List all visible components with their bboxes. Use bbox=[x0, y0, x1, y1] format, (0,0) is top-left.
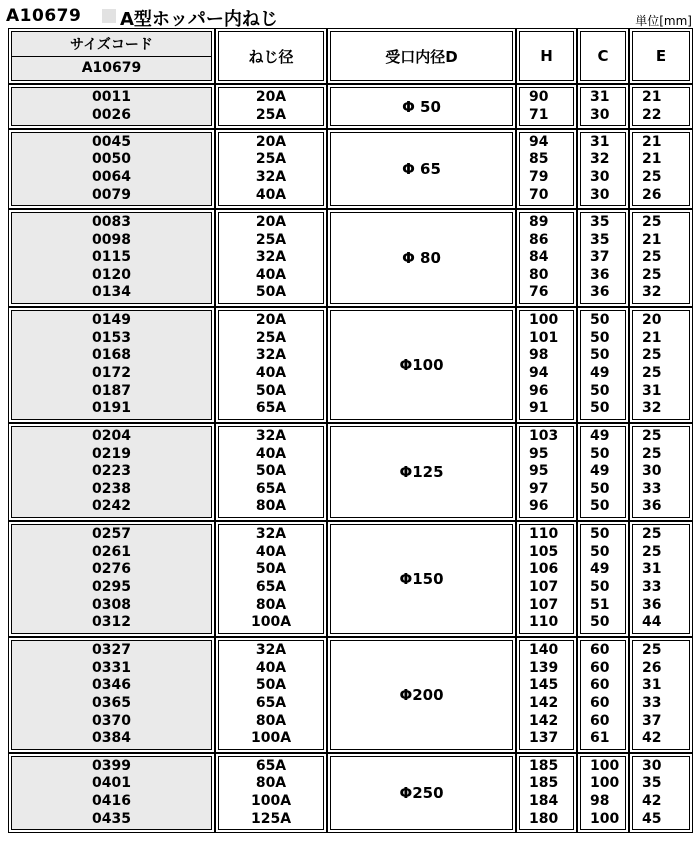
c-value: 50 bbox=[590, 543, 610, 560]
e-value: 25 bbox=[642, 428, 662, 445]
thread-size: 80A bbox=[255, 775, 287, 792]
e-value: 25 bbox=[642, 642, 662, 659]
thread-size: 40A bbox=[255, 659, 287, 676]
e-value: 31 bbox=[642, 382, 662, 399]
h-value: 105 bbox=[529, 543, 559, 560]
h-value: 97 bbox=[529, 480, 549, 497]
thread-size: 32A bbox=[255, 642, 287, 659]
size-code: 0083 bbox=[92, 214, 131, 231]
h-value: 106 bbox=[529, 561, 559, 578]
c-value: 49 bbox=[590, 561, 610, 578]
c-value: 50 bbox=[590, 526, 610, 543]
c-value: 50 bbox=[590, 445, 610, 462]
h-value: 85 bbox=[529, 151, 549, 168]
h-value: 145 bbox=[529, 677, 559, 694]
e-value: 33 bbox=[642, 695, 662, 711]
h-value: 76 bbox=[529, 284, 549, 301]
thread-size: 65A bbox=[255, 757, 287, 774]
thread-size: 65A bbox=[255, 695, 287, 711]
e-value: 42 bbox=[642, 793, 662, 809]
c-value: 30 bbox=[590, 186, 610, 203]
c-value: 36 bbox=[590, 284, 610, 301]
size-code-cell bbox=[11, 87, 212, 126]
thread-size: 100A bbox=[250, 793, 292, 809]
size-code: 0191 bbox=[92, 400, 131, 417]
e-value: 36 bbox=[642, 498, 662, 515]
e-value: 25 bbox=[642, 445, 662, 462]
size-code: 0045 bbox=[92, 133, 131, 150]
size-code: 0079 bbox=[92, 186, 131, 203]
e-value-cell bbox=[632, 212, 690, 304]
h-value: 71 bbox=[529, 106, 549, 123]
thread-size: 25A bbox=[255, 231, 287, 248]
thread-size: 20A bbox=[255, 214, 287, 231]
c-value: 98 bbox=[590, 793, 610, 809]
c-value-cell bbox=[580, 212, 626, 304]
c-value: 60 bbox=[590, 695, 610, 711]
h-value: 137 bbox=[529, 730, 559, 747]
bore-diameter-cell bbox=[330, 310, 513, 420]
size-code: 0149 bbox=[92, 312, 131, 329]
h-value: 96 bbox=[529, 498, 549, 515]
header-product-code: A10679 bbox=[81, 60, 142, 77]
h-value: 185 bbox=[529, 775, 559, 792]
thread-size: 25A bbox=[255, 106, 287, 123]
e-value: 32 bbox=[642, 400, 662, 417]
c-value-cell bbox=[580, 426, 626, 518]
e-value: 21 bbox=[642, 151, 662, 168]
c-value-cell bbox=[580, 310, 626, 420]
c-value: 32 bbox=[590, 151, 610, 168]
c-value: 36 bbox=[590, 266, 610, 283]
size-code: 0435 bbox=[92, 810, 131, 827]
h-value: 184 bbox=[529, 793, 559, 809]
thread-size: 50A bbox=[255, 382, 287, 399]
h-value: 101 bbox=[529, 329, 559, 346]
bore-diameter-cell bbox=[330, 756, 513, 830]
c-value: 50 bbox=[590, 382, 610, 399]
size-code: 0331 bbox=[92, 659, 131, 676]
c-value: 61 bbox=[590, 730, 610, 747]
c-value: 100 bbox=[590, 775, 620, 792]
bore-diameter: Φ200 bbox=[399, 686, 444, 704]
thread-size: 20A bbox=[255, 133, 287, 150]
spec-table bbox=[11, 31, 694, 856]
c-value: 50 bbox=[590, 480, 610, 497]
title-bar bbox=[6, 4, 694, 30]
product-name-title: A型ホッパー内ねじ bbox=[120, 9, 278, 30]
h-value: 110 bbox=[529, 526, 559, 543]
h-value: 86 bbox=[529, 231, 549, 248]
e-value: 32 bbox=[642, 284, 662, 301]
thread-size: 50A bbox=[255, 677, 287, 694]
c-value: 50 bbox=[590, 614, 610, 631]
size-code: 0295 bbox=[92, 579, 131, 595]
c-value: 35 bbox=[590, 231, 610, 248]
thread-size: 40A bbox=[255, 445, 287, 462]
thread-size: 65A bbox=[255, 400, 287, 417]
bore-diameter-cell bbox=[330, 212, 513, 304]
thread-size: 32A bbox=[255, 169, 287, 185]
c-value: 100 bbox=[590, 810, 620, 827]
size-code: 0187 bbox=[92, 382, 131, 399]
h-value: 98 bbox=[529, 347, 549, 364]
size-code: 0120 bbox=[92, 266, 131, 283]
e-value: 26 bbox=[642, 186, 662, 203]
c-value-cell bbox=[580, 87, 626, 126]
e-value: 21 bbox=[642, 329, 662, 346]
bore-diameter: Φ100 bbox=[399, 356, 444, 374]
e-value: 25 bbox=[642, 347, 662, 364]
e-value: 45 bbox=[642, 810, 662, 827]
e-value: 25 bbox=[642, 214, 662, 231]
size-code: 0346 bbox=[92, 677, 131, 694]
size-code: 0064 bbox=[92, 169, 131, 185]
e-value: 22 bbox=[642, 106, 662, 123]
h-value: 84 bbox=[529, 249, 549, 266]
e-value: 25 bbox=[642, 169, 662, 185]
e-value: 25 bbox=[642, 365, 662, 381]
size-code: 0261 bbox=[92, 543, 131, 560]
c-value-cell bbox=[580, 640, 626, 750]
h-value: 185 bbox=[529, 757, 559, 774]
size-code: 0308 bbox=[92, 596, 131, 613]
e-value: 33 bbox=[642, 579, 662, 595]
size-code: 0168 bbox=[92, 347, 131, 364]
size-code: 0242 bbox=[92, 498, 131, 515]
h-value: 180 bbox=[529, 810, 559, 827]
c-value: 49 bbox=[590, 365, 610, 381]
h-value: 89 bbox=[529, 214, 549, 231]
c-value-cell bbox=[580, 524, 626, 634]
bore-diameter: Φ150 bbox=[399, 570, 444, 588]
e-value: 20 bbox=[642, 312, 662, 329]
bore-diameter-cell bbox=[330, 426, 513, 518]
h-value: 95 bbox=[529, 463, 549, 480]
size-code: 0312 bbox=[92, 614, 131, 631]
bore-diameter: Φ 50 bbox=[402, 97, 441, 116]
c-value: 50 bbox=[590, 400, 610, 417]
thread-size: 50A bbox=[255, 561, 287, 578]
thread-size-cell bbox=[218, 426, 324, 518]
e-value: 42 bbox=[642, 730, 662, 747]
c-value: 60 bbox=[590, 659, 610, 676]
h-value: 94 bbox=[529, 365, 549, 381]
e-value: 37 bbox=[642, 712, 662, 729]
h-value: 140 bbox=[529, 642, 559, 659]
size-code: 0204 bbox=[92, 428, 131, 445]
size-code: 0327 bbox=[92, 642, 131, 659]
unit-label: 単位[mm] bbox=[635, 14, 692, 28]
thread-size-cell bbox=[218, 212, 324, 304]
size-code: 0050 bbox=[92, 151, 131, 168]
bore-diameter: Φ250 bbox=[399, 784, 444, 802]
thread-size: 20A bbox=[255, 88, 287, 105]
c-value: 100 bbox=[590, 757, 620, 774]
h-value: 90 bbox=[529, 88, 549, 105]
e-value: 30 bbox=[642, 463, 662, 480]
size-code-cell bbox=[11, 426, 212, 518]
e-value: 33 bbox=[642, 480, 662, 497]
e-value: 25 bbox=[642, 526, 662, 543]
thread-size: 100A bbox=[250, 614, 292, 631]
e-value-cell bbox=[632, 87, 690, 126]
thread-size: 50A bbox=[255, 284, 287, 301]
h-value: 103 bbox=[529, 428, 559, 445]
h-value-cell bbox=[519, 212, 574, 304]
c-value-cell bbox=[580, 132, 626, 206]
thread-size: 32A bbox=[255, 249, 287, 266]
c-value: 50 bbox=[590, 329, 610, 346]
size-code-cell bbox=[11, 212, 212, 304]
size-code: 0011 bbox=[92, 88, 131, 105]
bore-diameter-cell bbox=[330, 132, 513, 206]
size-code-cell bbox=[11, 132, 212, 206]
e-value: 35 bbox=[642, 775, 662, 792]
c-value: 50 bbox=[590, 347, 610, 364]
thread-size: 50A bbox=[255, 463, 287, 480]
e-value: 31 bbox=[642, 677, 662, 694]
h-value: 142 bbox=[529, 695, 559, 711]
header-size-code: サイズコード bbox=[12, 32, 211, 57]
e-value-cell bbox=[632, 756, 690, 830]
e-value: 25 bbox=[642, 266, 662, 283]
h-value: 96 bbox=[529, 382, 549, 399]
c-value: 60 bbox=[590, 712, 610, 729]
bore-diameter-cell bbox=[330, 87, 513, 126]
header-thread-size: ねじ径 bbox=[218, 31, 324, 81]
h-value-cell bbox=[519, 640, 574, 750]
thread-size-cell bbox=[218, 87, 324, 126]
size-code-cell bbox=[11, 310, 212, 420]
thread-size: 65A bbox=[255, 480, 287, 497]
bore-diameter-cell bbox=[330, 524, 513, 634]
e-value-cell bbox=[632, 132, 690, 206]
h-value: 80 bbox=[529, 266, 549, 283]
thread-size: 32A bbox=[255, 347, 287, 364]
h-value: 107 bbox=[529, 579, 559, 595]
size-code: 0219 bbox=[92, 445, 131, 462]
thread-size-cell bbox=[218, 640, 324, 750]
h-value: 94 bbox=[529, 133, 549, 150]
h-value: 79 bbox=[529, 169, 549, 185]
thread-size: 125A bbox=[250, 810, 292, 827]
header-size-code-cell bbox=[11, 31, 212, 81]
c-value: 31 bbox=[590, 88, 610, 105]
size-code: 0238 bbox=[92, 480, 131, 497]
thread-size: 65A bbox=[255, 579, 287, 595]
size-code: 0384 bbox=[92, 730, 131, 747]
h-value: 95 bbox=[529, 445, 549, 462]
e-value-cell bbox=[632, 310, 690, 420]
bore-diameter: Φ125 bbox=[399, 463, 444, 481]
thread-size: 40A bbox=[255, 365, 287, 381]
size-code: 0172 bbox=[92, 365, 131, 381]
header-c: C bbox=[580, 31, 626, 81]
size-code-cell bbox=[11, 640, 212, 750]
h-value: 70 bbox=[529, 186, 549, 203]
bore-diameter: Φ 80 bbox=[402, 249, 441, 267]
e-value: 21 bbox=[642, 88, 662, 105]
h-value-cell bbox=[519, 310, 574, 420]
bore-diameter: Φ 65 bbox=[402, 160, 441, 178]
c-value: 60 bbox=[590, 642, 610, 659]
c-value: 30 bbox=[590, 169, 610, 185]
h-value: 100 bbox=[529, 312, 559, 329]
e-value: 21 bbox=[642, 133, 662, 150]
e-value: 26 bbox=[642, 659, 662, 676]
header-bore-diameter: 受口内径D bbox=[330, 31, 513, 81]
thread-size: 80A bbox=[255, 498, 287, 515]
c-value: 37 bbox=[590, 249, 610, 266]
e-value-cell bbox=[632, 524, 690, 634]
h-value-cell bbox=[519, 87, 574, 126]
header-h: H bbox=[519, 31, 574, 81]
thread-size: 32A bbox=[255, 428, 287, 445]
c-value: 49 bbox=[590, 428, 610, 445]
thread-size: 80A bbox=[255, 596, 287, 613]
e-value: 36 bbox=[642, 596, 662, 613]
size-code: 0223 bbox=[92, 463, 131, 480]
thread-size: 80A bbox=[255, 712, 287, 729]
thread-size: 100A bbox=[250, 730, 292, 747]
c-value: 50 bbox=[590, 312, 610, 329]
h-value: 142 bbox=[529, 712, 559, 729]
size-code: 0399 bbox=[92, 757, 131, 774]
e-value-cell bbox=[632, 640, 690, 750]
thread-size-cell bbox=[218, 756, 324, 830]
size-code: 0370 bbox=[92, 712, 131, 729]
c-value: 51 bbox=[590, 596, 610, 613]
size-code: 0098 bbox=[92, 231, 131, 248]
h-value: 139 bbox=[529, 659, 559, 676]
h-value: 110 bbox=[529, 614, 559, 631]
c-value: 49 bbox=[590, 463, 610, 480]
h-value: 91 bbox=[529, 400, 549, 417]
size-code: 0115 bbox=[92, 249, 131, 266]
c-value: 30 bbox=[590, 106, 610, 123]
thread-size-cell bbox=[218, 310, 324, 420]
e-value: 25 bbox=[642, 543, 662, 560]
c-value: 31 bbox=[590, 133, 610, 150]
h-value-cell bbox=[519, 756, 574, 830]
h-value-cell bbox=[519, 426, 574, 518]
c-value: 50 bbox=[590, 498, 610, 515]
size-code: 0257 bbox=[92, 526, 131, 543]
size-code-cell bbox=[11, 756, 212, 830]
size-code: 0365 bbox=[92, 695, 131, 711]
thread-size-cell bbox=[218, 524, 324, 634]
e-value: 31 bbox=[642, 561, 662, 578]
size-code-cell bbox=[11, 524, 212, 634]
h-value-cell bbox=[519, 524, 574, 634]
c-value: 60 bbox=[590, 677, 610, 694]
e-value-cell bbox=[632, 426, 690, 518]
thread-size: 25A bbox=[255, 151, 287, 168]
c-value: 35 bbox=[590, 214, 610, 231]
thread-size: 40A bbox=[255, 266, 287, 283]
product-code-title: A10679 bbox=[6, 6, 82, 26]
size-code: 0153 bbox=[92, 329, 131, 346]
h-value: 107 bbox=[529, 596, 559, 613]
thread-size-cell bbox=[218, 132, 324, 206]
c-value-cell bbox=[580, 756, 626, 830]
size-code: 0416 bbox=[92, 793, 131, 809]
title-color-swatch bbox=[102, 9, 116, 23]
size-code: 0401 bbox=[92, 775, 131, 792]
e-value: 44 bbox=[642, 614, 662, 631]
thread-size: 32A bbox=[255, 526, 287, 543]
e-value: 30 bbox=[642, 757, 662, 774]
size-code: 0026 bbox=[92, 106, 131, 123]
e-value: 21 bbox=[642, 231, 662, 248]
thread-size: 25A bbox=[255, 329, 287, 346]
e-value: 25 bbox=[642, 249, 662, 266]
header-e: E bbox=[632, 31, 690, 81]
size-code: 0276 bbox=[92, 561, 131, 578]
bore-diameter-cell bbox=[330, 640, 513, 750]
c-value: 50 bbox=[590, 579, 610, 595]
thread-size: 40A bbox=[255, 186, 287, 203]
h-value-cell bbox=[519, 132, 574, 206]
thread-size: 40A bbox=[255, 543, 287, 560]
thread-size: 20A bbox=[255, 312, 287, 329]
size-code: 0134 bbox=[92, 284, 131, 301]
